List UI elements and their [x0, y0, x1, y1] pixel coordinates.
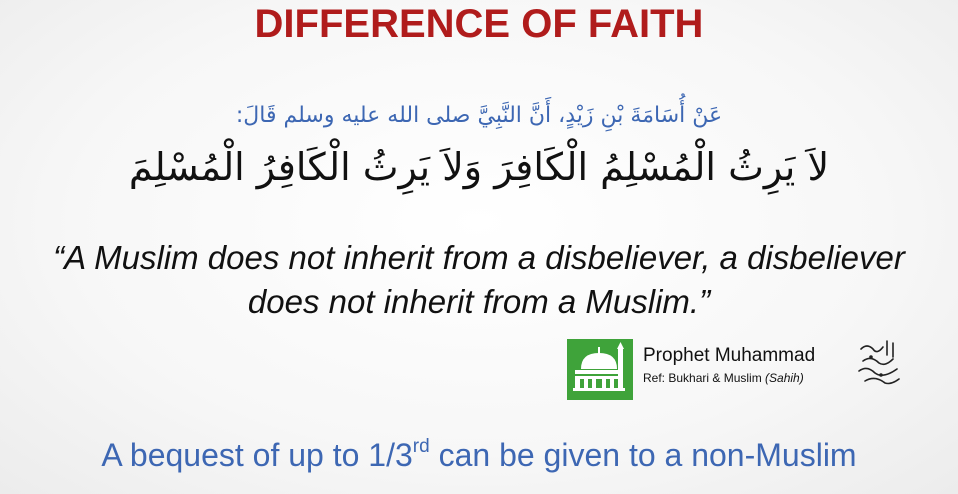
attribution-text: [643, 345, 815, 385]
mosque-icon: [567, 339, 633, 400]
english-translation: [0, 236, 958, 324]
translation-line-2: does not inherit from a Muslim.”: [247, 283, 711, 320]
prophet-name: Prophet Muhammad: [643, 345, 816, 366]
arabic-hadith-text: لاَ يَرِثُ الْمُسْلِمُ الْكَافِرَ وَلاَ يَرِثُ الْكَافِرُ الْمُسْلِمَ: [128, 145, 830, 189]
attribution: [567, 339, 947, 403]
bequest-statement: [0, 437, 958, 474]
bequest-superscript: rd: [412, 436, 430, 457]
hadith-reference: [643, 371, 815, 385]
translation-line-1: “A Muslim does not inherit from a disbeliever, a disbeliever: [53, 239, 905, 276]
reference-source: Ref: Bukhari & Muslim: [643, 371, 762, 385]
bequest-text-before: A bequest of up to 1/3: [101, 437, 413, 473]
slide-title: DIFFERENCE OF FAITH: [254, 2, 704, 46]
bequest-text-after: can be given to a non-Muslim: [429, 437, 857, 473]
salawat-calligraphy-icon: [853, 337, 905, 389]
arabic-narration-intro: عَنْ أُسَامَةَ بْنِ زَيْدٍ، أَنَّ النَّبِيَّ صلى الله عليه وسلم قَالَ:: [235, 103, 723, 128]
reference-grade: (Sahih): [765, 371, 804, 385]
